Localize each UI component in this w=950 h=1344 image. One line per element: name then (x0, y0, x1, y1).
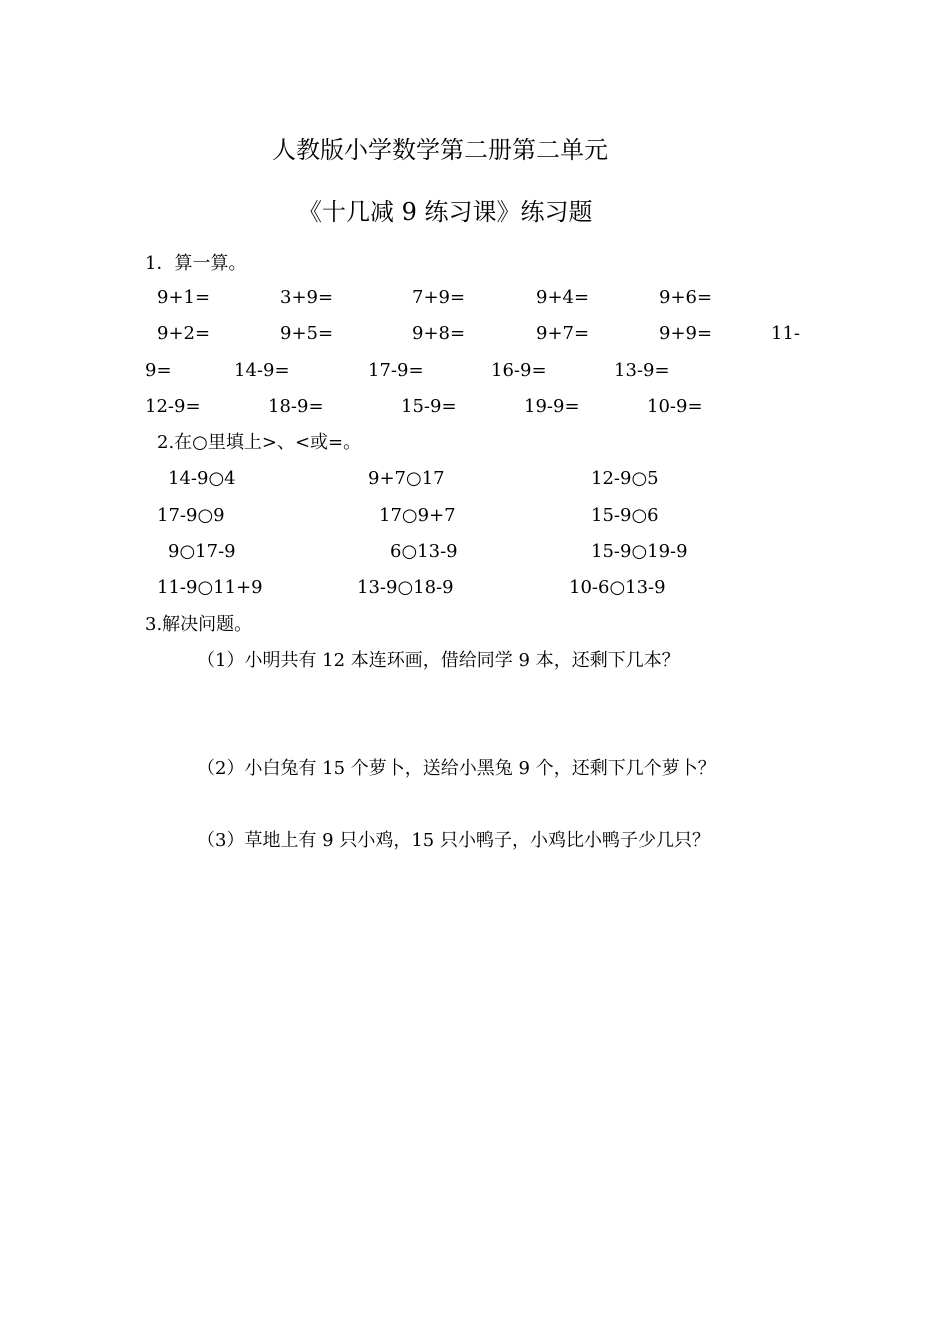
calc-item: 9+9= (659, 323, 713, 344)
calc-item: 13-9= (614, 360, 670, 381)
compare-item: 13-9○18-9 (357, 577, 454, 598)
section-1-heading: 1．算一算。 (145, 253, 247, 274)
calc-item: 10-9= (647, 396, 703, 417)
calc-item: 18-9= (268, 396, 324, 417)
calc-item: 9+1= (157, 287, 211, 308)
title-line-2: 《十几减 9 练习课》练习题 (298, 198, 593, 226)
compare-item: 17○9+7 (379, 505, 456, 526)
compare-item: 6○13-9 (390, 541, 458, 562)
title-line-1: 人教版小学数学第二册第二单元 (272, 136, 608, 164)
calc-item: 7+9= (412, 287, 466, 308)
compare-item: 9○17-9 (168, 541, 236, 562)
calc-item: 9= (145, 360, 172, 381)
calc-item: 11- (771, 323, 800, 344)
calc-item: 9+4= (536, 287, 590, 308)
compare-item: 15-9○19-9 (591, 541, 688, 562)
compare-item: 10-6○13-9 (569, 577, 666, 598)
calc-item: 9+6= (659, 287, 713, 308)
calc-item: 9+7= (536, 323, 590, 344)
calc-item: 9+8= (412, 323, 466, 344)
calc-item: 12-9= (145, 396, 201, 417)
calc-item: 14-9= (234, 360, 290, 381)
compare-item: 9+7○17 (368, 468, 445, 489)
calc-item: 9+5= (280, 323, 334, 344)
calc-item: 17-9= (368, 360, 424, 381)
calc-item: 19-9= (524, 396, 580, 417)
calc-item: 16-9= (491, 360, 547, 381)
section-2-heading: 2.在○里填上>、<或=。 (157, 432, 362, 453)
compare-item: 12-9○5 (591, 468, 659, 489)
calc-item: 3+9= (280, 287, 334, 308)
calc-item: 9+2= (157, 323, 211, 344)
word-problem-2: （2）小白兔有 15 个萝卜，送给小黑兔 9 个，还剩下几个萝卜？ (197, 758, 716, 779)
calc-item: 15-9= (401, 396, 457, 417)
word-problem-1: （1）小明共有 12 本连环画，借给同学 9 本，还剩下几本？ (197, 650, 680, 671)
compare-item: 11-9○11+9 (157, 577, 263, 598)
compare-item: 14-9○4 (168, 468, 236, 489)
compare-item: 15-9○6 (591, 505, 659, 526)
section-3-heading: 3.解决问题。 (145, 614, 253, 635)
word-problem-3: （3）草地上有 9 只小鸡，15 只小鸭子，小鸡比小鸭子少几只？ (197, 830, 710, 851)
compare-item: 17-9○9 (157, 505, 225, 526)
